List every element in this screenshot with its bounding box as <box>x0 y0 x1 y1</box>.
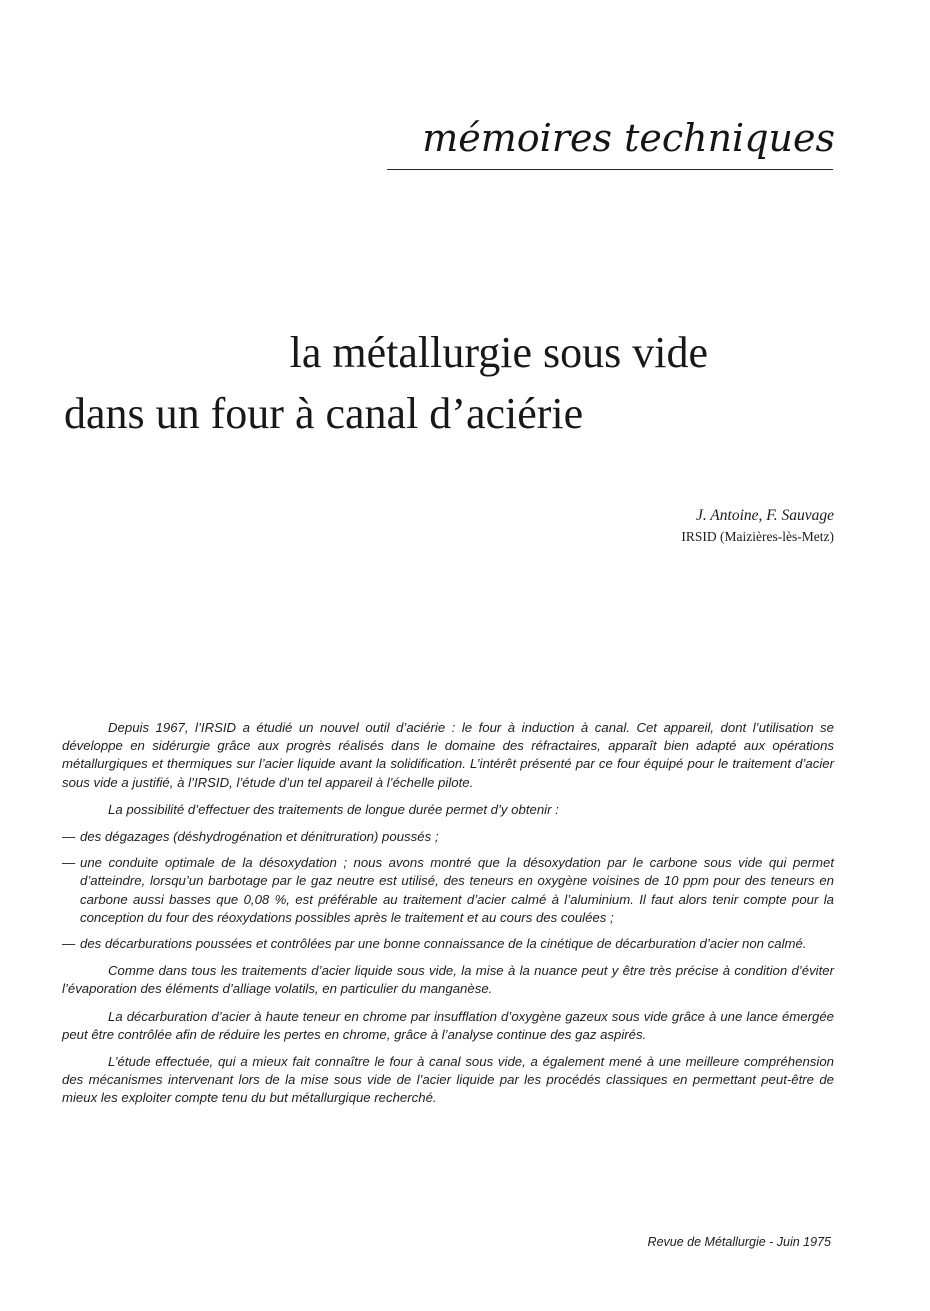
list-item-text: des décarburations poussées et contrôlées par une bonne connaissance de la cinétique de décarburation d’acier non calmé. <box>80 936 807 952</box>
section-header: mémoires techniques <box>422 116 835 160</box>
abstract <box>62 719 834 1108</box>
article-title-line-2: dans un four à canal d’aciérie <box>64 389 584 438</box>
list-item <box>62 935 834 953</box>
section-header-rule <box>387 169 833 170</box>
list-item <box>62 854 834 927</box>
results-list <box>62 828 834 953</box>
abstract-paragraph-5: L’étude effectuée, qui a mieux fait connaître le four à canal sous vide, a également mené à une meilleure compréhension des mécanismes intervenant lors de la mise sous vide de l’acier liquide par les procédés classiques en permettant peut-être de mieux les exploiter compte tenu du but métallurgique recherché. <box>62 1054 834 1106</box>
journal-citation: Revue de Métallurgie - Juin 1975 <box>647 1235 831 1249</box>
list-item-text: des dégazages (déshydrogénation et dénitruration) poussés ; <box>80 829 439 845</box>
abstract-paragraph-3: Comme dans tous les traitements d’acier liquide sous vide, la mise à la nuance peut y être très précise à condition d’éviter l’évaporation des éléments d’alliage volatils, en particulier du manganèse. <box>62 963 834 997</box>
author-affiliation: IRSID (Maizières-lès-Metz) <box>681 529 834 544</box>
abstract-paragraph-2: La possibilité d’effectuer des traitements de longue durée permet d’y obtenir : <box>108 801 559 817</box>
list-item <box>62 828 834 846</box>
abstract-paragraph-4: La décarburation d’acier à haute teneur en chrome par insufflation d’oxygène gazeux sous vide grâce à une lance émergée peut être contrôlée afin de réduire les pertes en chrome, grâce à l’analyse continue des gaz aspirés. <box>62 1008 834 1042</box>
author-names: J. Antoine, F. Sauvage <box>695 507 834 524</box>
article-title <box>64 322 784 444</box>
article-title-line-1: la métallurgie sous vide <box>289 328 708 377</box>
list-item-text: une conduite optimale de la désoxydation ; nous avons montré que la désoxydation par le carbone sous vide qui permet d’atteindre, lorsqu’un barbotage par le gaz neutre est utilisé, des teneurs en oxygène voisines de 10 ppm pour des teneurs en carbone aussi basses que 0,08 %, est préférable au traitement d’acier calmé à l’aluminium. Il faut alors tenir compte pour la conception du four des réoxydations possibles après le traitement et au cours des coulées ; <box>80 855 834 925</box>
list-dash: — <box>62 855 76 871</box>
list-dash: — <box>62 936 76 952</box>
list-dash: — <box>62 829 76 845</box>
abstract-paragraph-1: Depuis 1967, l’IRSID a étudié un nouvel outil d’aciérie : le four à induction à canal. Cet appareil, dont l’utilisation se développe en sidérurgie grâce aux progrès réalisés dans le domaine des réfractaires, apparaît bien adapté aux opérations métallurgiques et thermiques sur l’acier liquide avant la solidification. L’intérêt présenté par ce four équipé pour le traitement d’acier sous vide a justifié, à l’IRSID, l’étude d’un tel appareil à l’échelle pilote. <box>62 720 834 790</box>
